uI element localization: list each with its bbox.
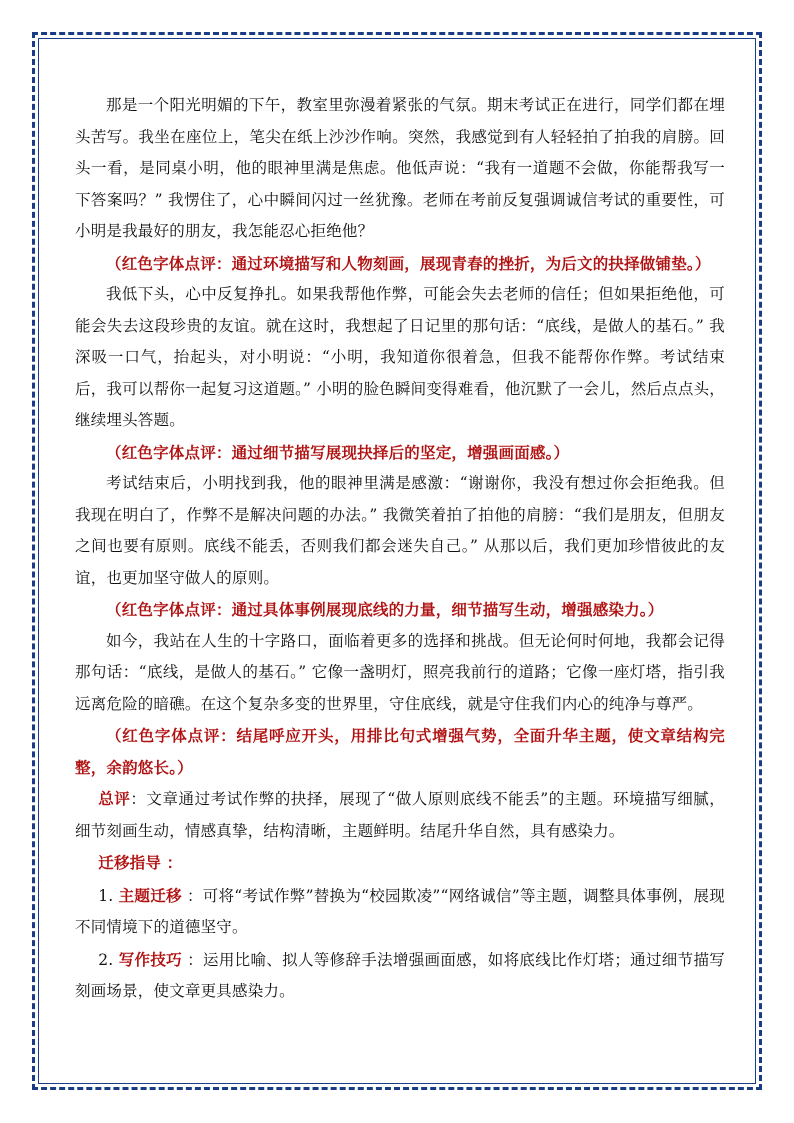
summary-label: 总评 (98, 789, 131, 808)
guide-item-label: 写作技巧 (118, 949, 182, 969)
paragraph-1: 那是一个阳光明媚的下午，教室里弥漫着紧张的气氛。期末考试正在进行，同学们都在埋头苦写。我坐在座位上，笔尖在纸上沙沙作响。突然，我感觉到有人轻轻拍了拍我的肩膀。回头一看，是同桌小明，他的眼神里满是焦虑。他低声说：“我有一道题不会做，你能帮我写一下答案吗？” 我愣住了，心中瞬间闪过一丝犹豫。老师在考前反复强调诚信考试的重要性，可小明是我最好的朋友，我怎能忍心拒绝他？ (75, 96, 725, 240)
guide-title (75, 847, 725, 880)
guide-item-number: 2. (98, 950, 119, 969)
paragraph-3: 考试结束后，小明找到我，他的眼神里满是感激：“谢谢你，我没有想过你会拒绝我。但我现在明白了，作弊不是解决问题的办法。” 我微笑着拍了拍他的肩膀：“我们是朋友，但朋友之间也要有原则。底线不能丢，否则我们都会迷失自己。” 从那以后，我们更加珍惜彼此的友谊，也更加坚守做人的原则。 (75, 474, 725, 587)
guide-item-text: ：运用比喻、拟人等修辞手法增强画面感，如将底线比作灯塔；通过细节描写刻画场景，使文章更具感染力。 (75, 950, 725, 1000)
guide-title-label: 迁移指导 ： (98, 853, 183, 872)
guide-item-text: ：可将“考试作弊”替换为“校园欺凌”“网络诚信”等主题，调整具体事例，展现不同情境下的道德坚守。 (75, 886, 725, 936)
summary-text: ：文章通过考试作弊的抉择，展现了“做人原则底线不能丢”的主题。环境描写细腻，细节刻画生动，情感真挚，结构清晰，主题鲜明。结尾升华自然，具有感染力。 (75, 790, 726, 840)
guide-item-label: 主题迁移 (118, 885, 182, 905)
paragraph-2: 我低下头，心中反复挣扎。如果我帮他作弊，可能会失去老师的信任；但如果拒绝他，可能会失去这段珍贵的友谊。就在这时，我想起了日记里的那句话：“底线，是做人的基石。” 我深吸一口气，抬起头，对小明说：“小明，我知道你很着急，但我不能帮你作弊。考试结束后，我可以帮你一起复习这道题。” 小明的脸色瞬间变得难看，他沉默了一会儿，然后点点头，继续埋头答题。 (75, 285, 725, 429)
red-comment-3: （红色字体点评：通过具体事例展现底线的力量，细节描写生动，增强感染力。） (106, 600, 664, 619)
paragraph-4: 如今，我站在人生的十字路口，面临着更多的选择和挑战。但无论何时何地，我都会记得那句话：“底线，是做人的基石。” 它像一盏明灯，照亮我前行的道路；它像一座灯塔，指引我远离危险的暗礁。在这个复杂多变的世界里，守住底线，就是守住我们内心的纯净与尊严。 (75, 631, 725, 713)
red-comment-1: （红色字体点评：通过环境描写和人物刻画，展现青春的挫折，为后文的抉择做铺垫。） (106, 253, 711, 273)
guide-item-2 (75, 944, 725, 1008)
guide-item-number: 1. (98, 886, 119, 905)
essay-content (75, 90, 725, 1008)
red-comment-2: （红色字体点评：通过细节描写展现抉择后的坚定，增强画面感。） (106, 442, 570, 462)
guide-item-1 (75, 880, 725, 944)
red-comment-4: （红色字体点评：结尾呼应开头，用排比句式增强气势，全面升华主题，使文章结构完整，余韵悠长。） (75, 726, 725, 777)
summary (75, 783, 725, 847)
